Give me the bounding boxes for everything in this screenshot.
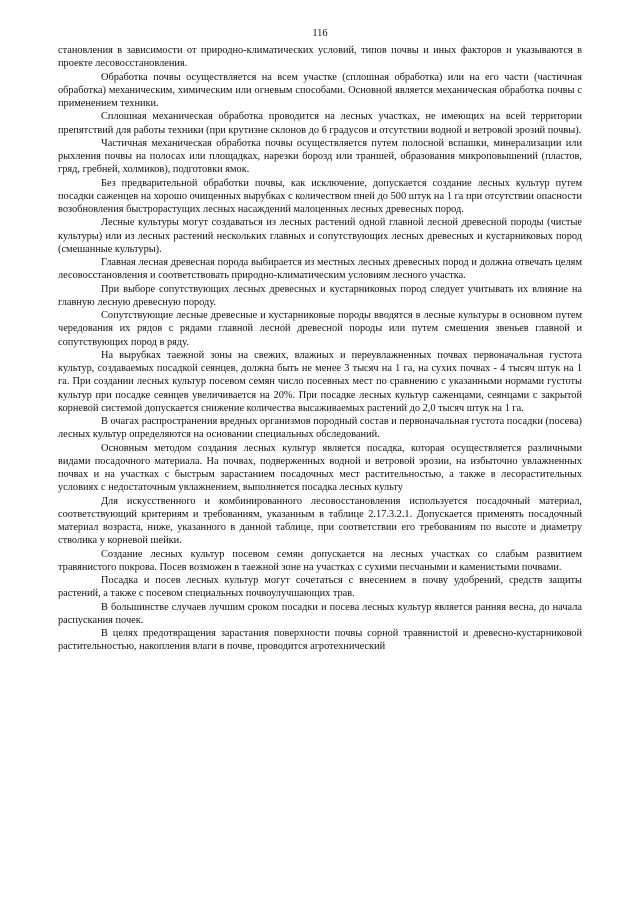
paragraph-planting-density: На вырубках таежной зоны на свежих, влажных и переувлажненных почвах первоначальная густота культур, создаваемых посадкой сеянцев, должна быть не менее 3 тысяч на 1 га, на сухих почвах - 4 тысяч штук на 1 га. При создании лесных культур посевом семян число посевных мест по сравнению с указанными нормами густоты культур при посадке сеянцев увеличивается на 20%. При посадке лесных культур саженцами, сеянцами с закрытой корневой системой допускается снижение количества высаживаемых растений до 2,0 тысяч штук на 1 га. — [58, 349, 582, 414]
paragraph-pest-foci: В очагах распространения вредных организмов породный состав и первоначальная густота посадки (посева) лесных культур определяются на основании специальных обследований. — [58, 416, 582, 441]
paragraph-partial-treatment: Частичная механическая обработка почвы осуществляется путем полосной вспашки, минерализации или рыхления почвы на полосах или площадках, нарезки борозд или траншей, образования микроповышений (пластов, гряд, гребней, холмиков), подготовки ямок. — [58, 137, 582, 176]
paragraph-fertilizers: Посадка и посев лесных культур могут сочетаться с внесением в почву удобрений, средств защиты растений, а также с посевом специальных почвоулучшающих трав. — [58, 575, 582, 600]
paragraph-seeding: Создание лесных культур посевом семян допускается на лесных участках со слабым развитием травянистого покрова. Посев возможен в таежной зоне на участках с сухими песчаными и каменистыми почвами. — [58, 548, 582, 573]
paragraph-companion-introduction: Сопутствующие лесные древесные и кустарниковые породы вводятся в лесные культуры в основном путем чередования их рядов с рядами главной лесной древесной породы или путем смешения звеньев главной и сопутствующих пород в ряду. — [58, 310, 582, 348]
page-number: 116 — [312, 28, 328, 39]
paragraph-agrotechnical-care: В целях предотвращения зарастания поверхности почвы сорной травянистой и древесно-кустарниковой растительностью, накопления влаги в почве, проводится агротехнический — [58, 628, 582, 653]
page-body — [58, 44, 582, 654]
paragraph-main-method: Основным методом создания лесных культур является посадка, которая осуществляется различными видами посадочного материала. На почвах, подверженных водной и ветровой эрозии, на избыточно увлажненных почвах и на участках с быстрым зарастанием посадочных мест растительностью, а также в лесорастительных условиях с недостаточным увлажнением, выполняется посадка лесных культу — [58, 442, 582, 494]
paragraph-pure-mixed-cultures: Лесные культуры могут создаваться из лесных растений одной главной лесной древесной породы (чистые культуры) или из лесных растений нескольких главных и сопутствующих лесных древесных и кустарниковых пород (смешанные культуры). — [58, 217, 582, 255]
paragraph-soil-treatment: Обработка почвы осуществляется на всем участке (сплошная обработка) или на его части (частичная обработка) механическим, химическим или огневым способами. Основной является механическая обработка почвы с применением техники. — [58, 71, 582, 109]
paragraph-continuation: становления в зависимости от природно-климатических условий, типов почвы и иных факторов и указываются в проекте лесовосстановления. — [58, 45, 582, 70]
paragraph-continuous-treatment: Сплошная механическая обработка проводится на лесных участках, не имеющих на всей территории препятствий для работы техники (при крутизне склонов до 6 градусов и отсутствии водной и ветровой эрозий почвы). — [58, 111, 582, 136]
paragraph-companion-selection: При выборе сопутствующих лесных древесных и кустарниковых пород следует учитывать их влияние на главную лесную древесную породу. — [58, 283, 582, 308]
paragraph-timing: В большинстве случаев лучшим сроком посадки и посева лесных культур является ранняя весна, до начала распускания почек. — [58, 601, 582, 626]
paragraph-no-treatment: Без предварительной обработки почвы, как исключение, допускается создание лесных культур путем посадки саженцев на хорошо очищенных вырубках с количеством пней до 500 штук на 1 га при отсутствии опасности возобновления быстрорастущих лесных насаждений малоценных лесных древесных пород. — [58, 177, 582, 215]
paragraph-planting-material: Для искусственного и комбинированного лесовосстановления используется посадочный материал, соответствующий критериям и требованиям, указанным в таблице 2.17.3.2.1. Допускается применять посадочный материал возраста, ниже, указанного в данной таблице, при соответствии его требованиям по высоте и диаметру стволика у корневой шейки. — [58, 495, 582, 547]
paragraph-main-species: Главная лесная древесная порода выбирается из местных лесных древесных пород и должна отвечать целям лесовосстановления и соответствовать природно-климатическим условиям лесного участка. — [58, 257, 582, 282]
